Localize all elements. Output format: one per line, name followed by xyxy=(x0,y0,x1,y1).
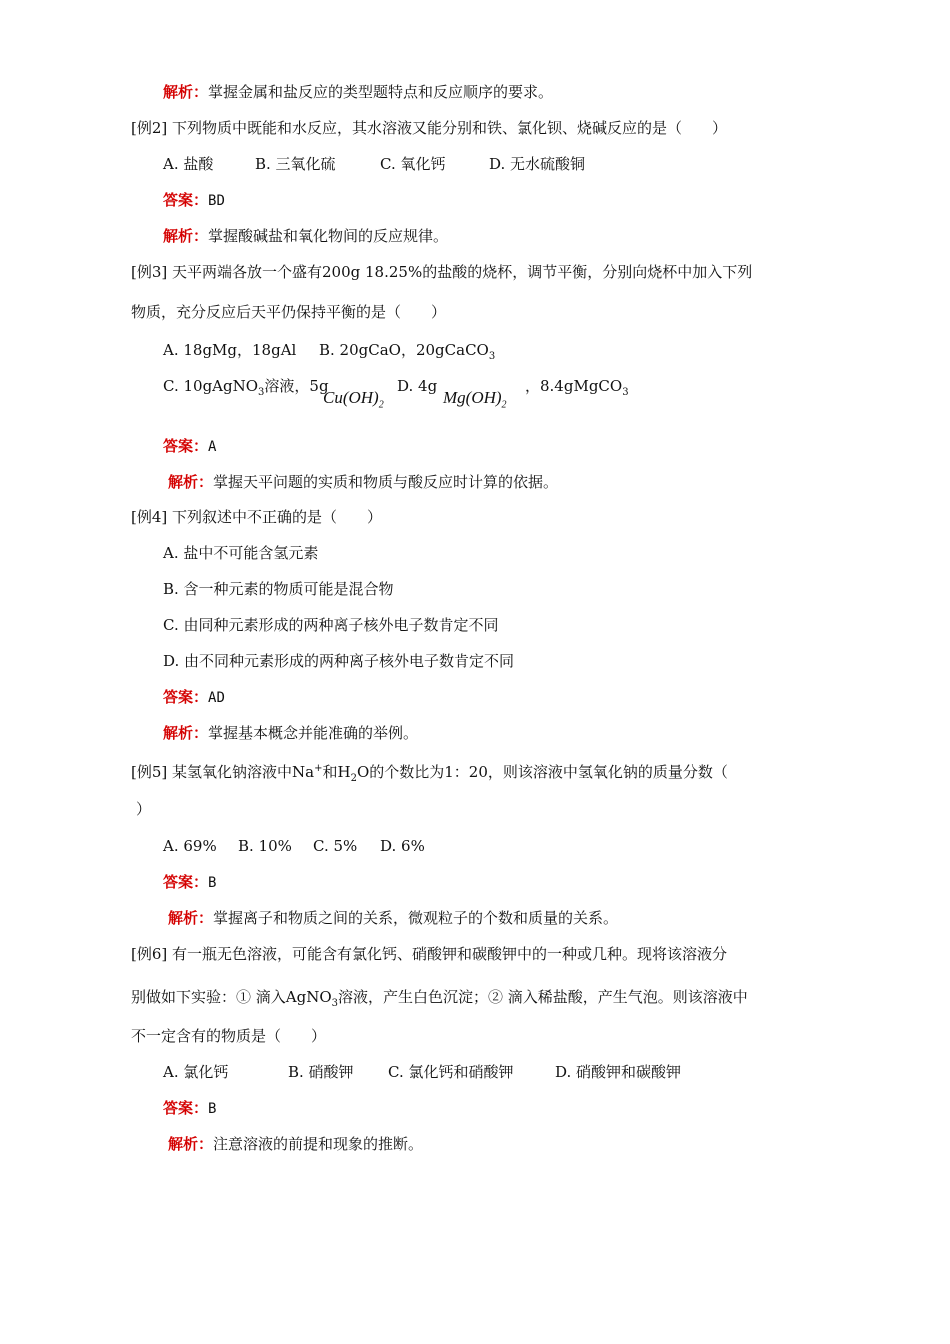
analysis-line xyxy=(163,723,418,743)
option-d: D. 无水硫酸铜 xyxy=(489,155,586,173)
option-c: C. 氧化钙 xyxy=(380,155,446,173)
option-a: A. 盐酸 xyxy=(163,155,214,173)
subscript: 2 xyxy=(378,399,384,411)
subscript: 3 xyxy=(488,351,496,362)
option-c: C. 由同种元素形成的两种离子核外电子数肯定不同 xyxy=(163,616,499,634)
question-4-stem: [例4] 下列叙述中不正确的是（ ） xyxy=(131,508,383,526)
option-c-text: C. 10gAgNO xyxy=(163,377,259,395)
analysis-label: 解析： xyxy=(168,1135,214,1153)
question-3-options-cd xyxy=(163,376,863,416)
answer-label: 答案： xyxy=(163,873,209,891)
answer-value: A xyxy=(208,439,217,455)
option-b: B. 10% xyxy=(238,837,292,855)
subscript: 2 xyxy=(501,399,507,411)
analysis-text: 掌握基本概念并能准确的举例。 xyxy=(208,724,419,742)
analysis-line xyxy=(168,472,558,492)
option-a: A. 盐中不可能含氢元素 xyxy=(163,544,319,562)
subscript: 3 xyxy=(258,387,265,398)
answer-value: AD xyxy=(208,690,225,706)
subscript: 2 xyxy=(350,773,357,784)
answer-line xyxy=(163,190,225,211)
stem-text: 别做如下实验：① 滴入AgNO xyxy=(131,988,332,1006)
subscript: 3 xyxy=(622,387,629,398)
option-a: A. 18gMg，18gAl xyxy=(163,341,297,359)
option-b-text: B. 20gCaO，20gCaCO xyxy=(319,341,489,359)
answer-value: B xyxy=(208,1101,217,1117)
answer-label: 答案： xyxy=(163,437,209,455)
option-b: B. 含一种元素的物质可能是混合物 xyxy=(163,580,394,598)
question-3-stem-line1: [例3] 天平两端各放一个盛有200g 18.25%的盐酸的烧杯，调节平衡，分别向烧杯中加入下列 xyxy=(131,263,753,281)
stem-text: [例5] 某氢氧化钠溶液中Na xyxy=(131,763,315,781)
subscript: 3 xyxy=(331,998,339,1009)
question-5-stem-cont: ） xyxy=(136,800,152,818)
option-b: B. 三氧化硫 xyxy=(255,155,336,173)
option-a: A. 69% xyxy=(163,837,217,855)
option-b: B. 硝酸钾 xyxy=(288,1063,354,1081)
question-3-stem-line2: 物质，充分反应后天平仍保持平衡的是（ ） xyxy=(131,303,447,321)
answer-label: 答案： xyxy=(163,191,209,209)
analysis-label: 解析： xyxy=(168,473,214,491)
question-2-stem: [例2] 下列物质中既能和水反应，其水溶液又能分别和铁、氯化钡、烧碱反应的是（ ） xyxy=(131,119,728,137)
option-d-tail xyxy=(525,376,629,403)
analysis-line xyxy=(168,1134,423,1154)
formula-cu-oh xyxy=(323,388,384,415)
option-d: D. 6% xyxy=(380,837,425,855)
analysis-line xyxy=(163,226,448,246)
analysis-text: 掌握天平问题的实质和物质与酸反应时计算的依据。 xyxy=(213,473,559,491)
option-c xyxy=(163,376,329,403)
superscript: + xyxy=(314,763,323,774)
answer-value: B xyxy=(208,875,217,891)
option-c: C. 5% xyxy=(313,837,358,855)
question-6-stem-line1: [例6] 有一瓶无色溶液，可能含有氯化钙、硝酸钾和碳酸钾中的一种或几种。现将该溶液分 xyxy=(131,945,728,963)
question-5-stem xyxy=(131,759,728,789)
analysis-text: 掌握酸碱盐和氧化物间的反应规律。 xyxy=(208,227,449,245)
answer-label: 答案： xyxy=(163,1099,209,1117)
option-d: D. 由不同种元素形成的两种离子核外电子数肯定不同 xyxy=(163,652,515,670)
analysis-text: 掌握金属和盐反应的类型题特点和反应顺序的要求。 xyxy=(208,83,554,101)
answer-label: 答案： xyxy=(163,688,209,706)
question-6-stem-line3: 不一定含有的物质是（ ） xyxy=(131,1027,327,1045)
answer-line xyxy=(163,872,216,893)
question-6-stem-line2 xyxy=(131,987,748,1014)
formula-text: Cu(OH) xyxy=(323,388,379,407)
option-a: A. 氯化钙 xyxy=(163,1063,229,1081)
analysis-text: 注意溶液的前提和现象的推断。 xyxy=(213,1135,424,1153)
answer-line xyxy=(163,1098,216,1119)
analysis-line xyxy=(168,908,618,928)
stem-text2: 和H xyxy=(322,763,351,781)
analysis-label: 解析： xyxy=(163,83,209,101)
stem-text2: 溶液，产生白色沉淀；② 滴入稀盐酸，产生气泡。则该溶液中 xyxy=(338,988,748,1006)
stem-text3: O的个数比为1：20，则该溶液中氢氧化钠的质量分数（ xyxy=(356,763,728,781)
formula-mg-oh xyxy=(443,388,507,415)
option-d-text: D. 4g xyxy=(397,377,438,395)
formula-text: Mg(OH) xyxy=(443,388,502,407)
option-d xyxy=(397,376,437,396)
option-c-text2: 溶液，5g xyxy=(264,377,329,395)
analysis-text: 掌握离子和物质之间的关系，微观粒子的个数和质量的关系。 xyxy=(213,909,619,927)
analysis-label: 解析： xyxy=(163,724,209,742)
answer-line xyxy=(163,687,225,708)
analysis-line xyxy=(163,82,553,102)
analysis-label: 解析： xyxy=(163,227,209,245)
option-d: D. 硝酸钾和碳酸钾 xyxy=(555,1063,682,1081)
option-d-text2: ，8.4gMgCO xyxy=(525,377,623,395)
answer-line xyxy=(163,436,216,457)
option-b xyxy=(319,340,495,367)
answer-value: BD xyxy=(208,193,225,209)
analysis-label: 解析： xyxy=(168,909,214,927)
option-c: C. 氯化钙和硝酸钾 xyxy=(388,1063,514,1081)
